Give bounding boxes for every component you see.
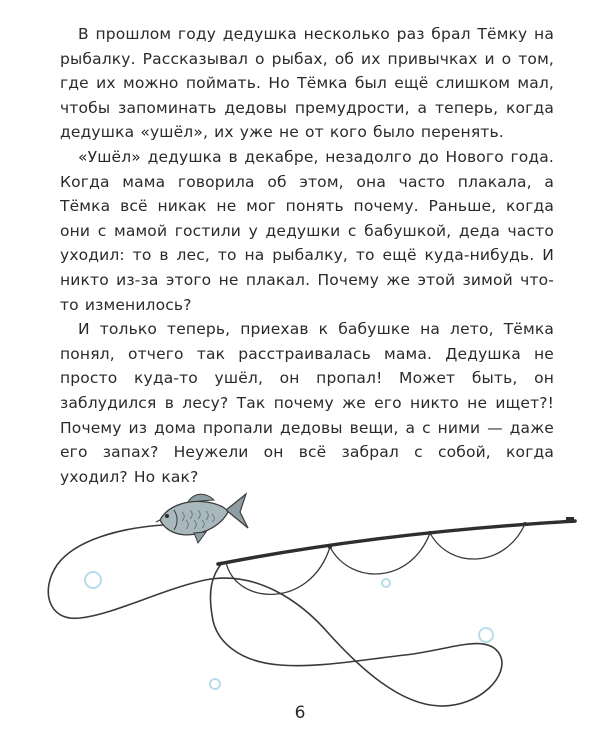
bubble [210, 679, 220, 689]
fish-icon [156, 494, 248, 543]
bubble [85, 572, 101, 588]
paragraph-2: «Ушёл» дедушка в декабре, незадолго до Нового года. Когда мама говорила об этом, она часто плакала, а Тёмка всё никак не мог понять почему. Раньше, когда они с мамой гостили у дедушки с бабушкой, деда часто уходил: то в лес, то на рыбалку, то ещё куда-нибудь. И никто из-за этого не плакал. Почему же этой зимой что-то изменилось? [60, 147, 554, 314]
paragraph-1: В прошлом году дедушка несколько раз брал Тёмку на рыбалку. Рассказывал о рыбах, об их привычках и о том, где их можно поймать. Но Тёмка был ещё слишком мал, чтобы запоминать дедовы премудрости, а теперь, когда дедушка «ушёл», их уже не от кого было перенять. [60, 25, 554, 142]
page-number: 6 [294, 703, 306, 723]
rod-tip [566, 517, 574, 523]
bubble [382, 579, 390, 587]
bubble [479, 628, 493, 642]
bubbles [85, 572, 493, 689]
fishing-rod [218, 521, 575, 564]
paragraph-3: И только теперь, приехав к бабушке на лето, Тёмка понял, отчего так расстраивалась мама. Дедушка не просто куда-то ушёл, он пропал! Может быть, он заблудился в лесу? Так почему же его никто не ищет?! Почему из дома пропали дедовы вещи, а с ними — даже его запах? Неужели он всё забрал с собой, когда уходил? Но как? [60, 320, 554, 486]
